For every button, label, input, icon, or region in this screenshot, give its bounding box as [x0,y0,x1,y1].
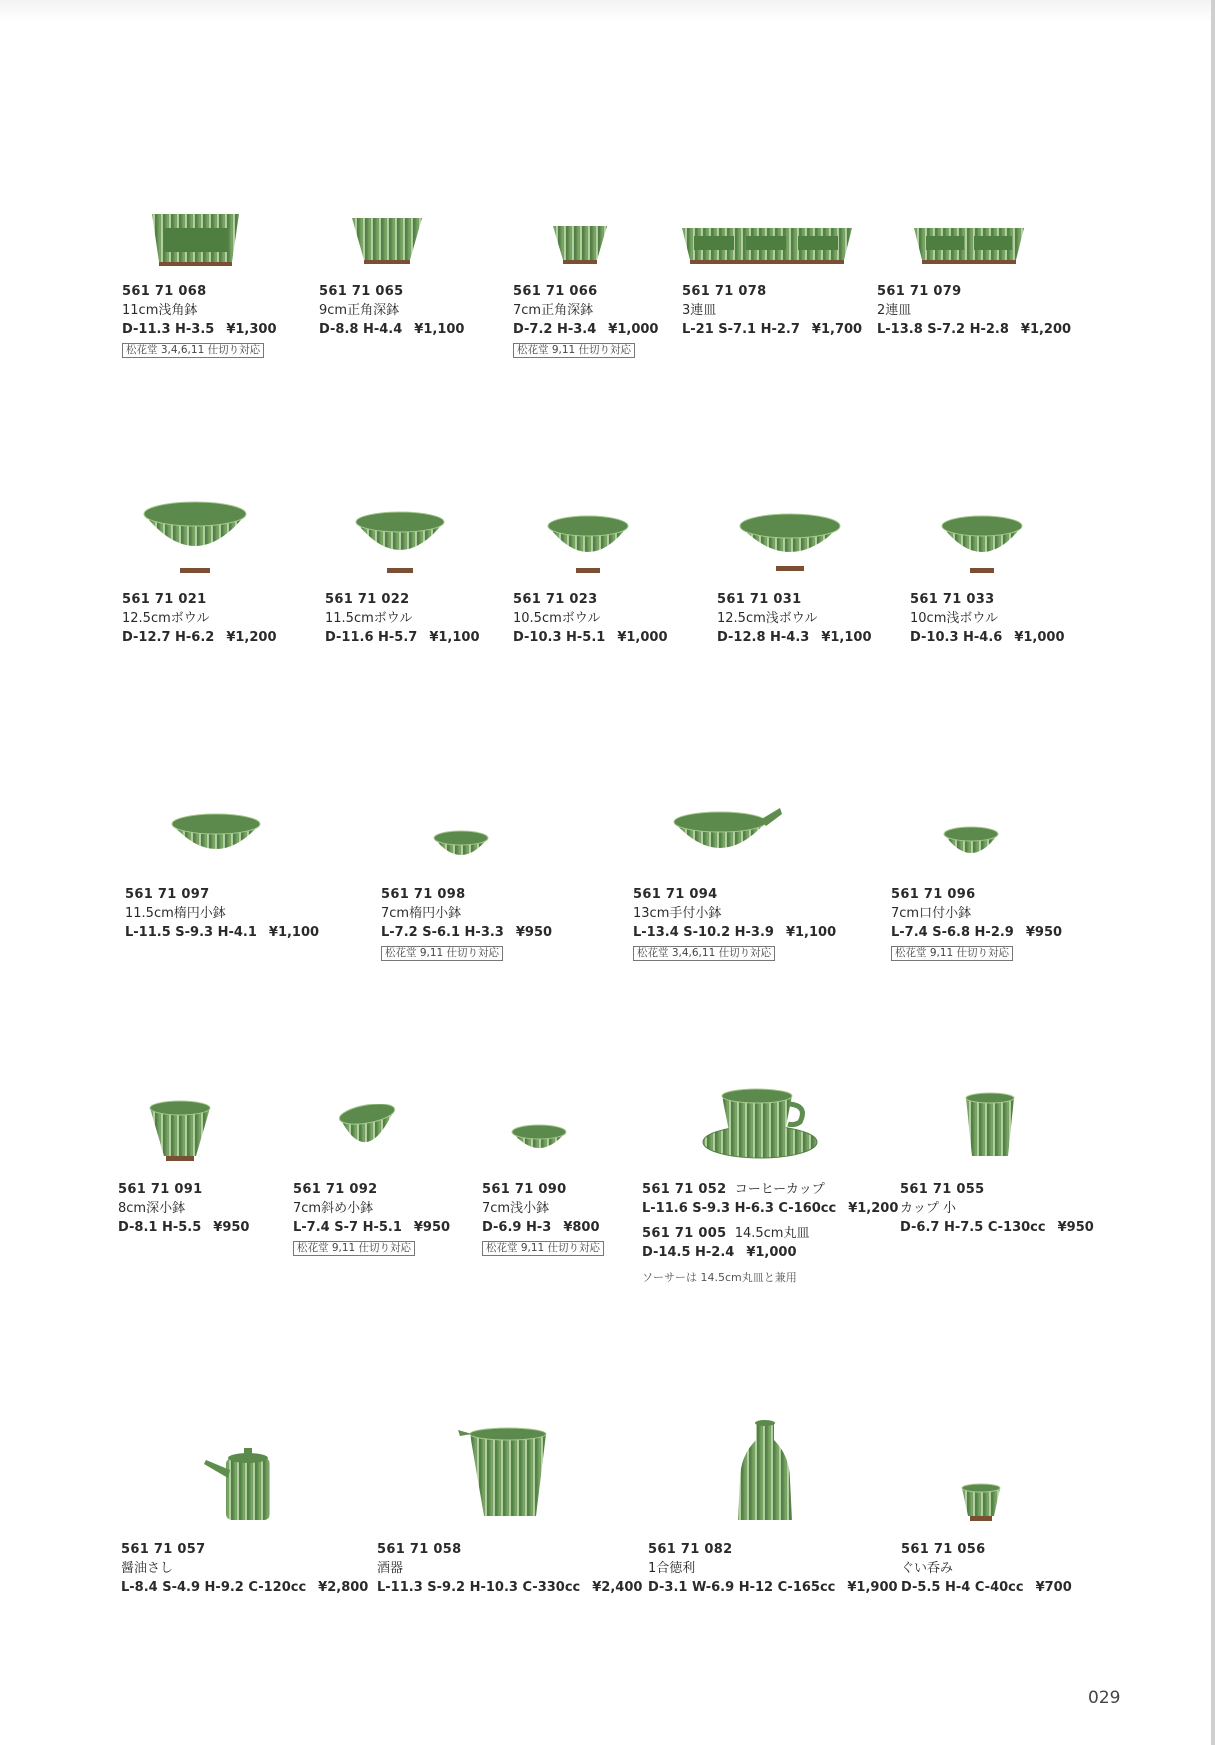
shallow-bowl-icon [738,512,842,576]
product-info [513,282,658,359]
product-spec: D-11.6 H-5.7 [325,630,418,645]
product-spec: D-10.3 H-5.1 [513,630,606,645]
tokkuri-icon [734,1420,796,1524]
product-code: 561 71 057 [121,1542,206,1557]
product-name: カップ 小 [900,1201,957,1216]
bowl-icon [142,500,248,576]
product-info [319,282,464,339]
product-spec: L-11.6 S-9.3 H-6.3 C-160cc [642,1201,837,1216]
product-spec: L-21 S-7.1 H-2.7 [682,322,800,337]
product-name: 2連皿 [877,303,912,318]
double-dish-icon [912,224,1026,268]
product-name: 酒器 [377,1561,404,1576]
partition-tag: 松花堂 9,11 仕切り対応 [513,343,635,358]
partition-tag: 松花堂 3,4,6,11 仕切り対応 [633,946,775,961]
product-price: ¥950 [1025,925,1063,940]
soy-pot-icon [200,1446,276,1524]
product-spec: D-5.5 H-4 C-40cc [901,1580,1024,1595]
product-info [122,282,277,359]
product-name: 7cm楕円小鉢 [381,906,462,921]
guinomi-icon [960,1482,1002,1524]
product-info [381,885,552,962]
product-code: 561 71 031 [717,592,802,607]
product-name: 9cm正角深鉢 [319,303,400,318]
product-code: 561 71 091 [118,1182,203,1197]
product-info [891,885,1062,962]
product-price: ¥1,100 [785,925,837,940]
product-price: ¥1,300 [226,322,277,337]
product-spec: D-6.9 H-3 [482,1220,552,1235]
oval-bowl-icon [170,812,262,870]
product-name: 12.5cmボウル [122,611,210,626]
product-spec: D-8.1 H-5.5 [118,1220,202,1235]
saucer-price: ¥1,000 [746,1245,797,1260]
product-name: 12.5cm浅ボウル [717,611,818,626]
product-info [877,282,1071,339]
triple-dish-icon [680,224,854,268]
product-price: ¥950 [213,1220,250,1235]
product-spec: D-10.3 H-4.6 [910,630,1003,645]
product-info [901,1540,1072,1597]
product-info [648,1540,898,1597]
product-spec: D-8.8 H-4.4 [319,322,403,337]
saucer-name: 14.5cm丸皿 [734,1226,810,1241]
product-code: 561 71 082 [648,1542,733,1557]
page-number: 029 [1088,1688,1121,1708]
top-scan-edge [0,0,1215,22]
product-price: ¥2,400 [592,1580,643,1595]
small-shallow-bowl-icon [510,1124,568,1162]
sake-pitcher-icon [456,1426,550,1524]
product-code: 561 71 033 [910,592,995,607]
product-spec: D-12.7 H-6.2 [122,630,215,645]
handled-bowl-icon [672,804,784,870]
tilted-bowl-icon [336,1104,398,1162]
product-spec: D-7.2 H-3.4 [513,322,597,337]
spouted-bowl-icon [942,826,1000,870]
product-info [325,590,480,647]
product-info [682,282,862,339]
product-spec: L-11.3 S-9.2 H-10.3 C-330cc [377,1580,581,1595]
product-code: 561 71 096 [891,887,976,902]
product-code: 561 71 098 [381,887,466,902]
product-spec: L-13.8 S-7.2 H-2.8 [877,322,1009,337]
product-code: 561 71 094 [633,887,718,902]
product-price: ¥950 [515,925,553,940]
product-spec: L-13.4 S-10.2 H-3.9 [633,925,774,940]
product-code: 561 71 058 [377,1542,462,1557]
product-code: 561 71 065 [319,284,404,299]
product-code: 561 71 023 [513,592,598,607]
bowl-icon [546,514,630,576]
product-name: 7cm正角深鉢 [513,303,594,318]
product-code: 561 71 090 [482,1182,567,1197]
product-spec: L-11.5 S-9.3 H-4.1 [125,925,257,940]
product-info [293,1180,450,1257]
product-info [377,1540,642,1597]
product-name: 醤油さし [121,1561,174,1576]
product-code: 561 71 092 [293,1182,378,1197]
product-name: 8cm深小鉢 [118,1201,186,1216]
coffee-cup-icon [700,1086,820,1162]
product-name: 10cm浅ボウル [910,611,998,626]
product-info [642,1180,898,1287]
partition-tag: 松花堂 9,11 仕切り対応 [381,946,503,961]
product-price: ¥1,000 [1014,630,1065,645]
product-info [121,1540,368,1597]
product-name: 11.5cm楕円小鉢 [125,906,226,921]
product-name: 11.5cmボウル [325,611,413,626]
product-name: 13cm手付小鉢 [633,906,722,921]
oval-bowl-small-icon [432,830,490,870]
product-price: ¥1,200 [1020,322,1072,337]
product-spec: D-3.1 W-6.9 H-12 C-165cc [648,1580,836,1595]
product-spec: L-8.4 S-4.9 H-9.2 C-120cc [121,1580,307,1595]
product-info [513,590,668,647]
product-info [900,1180,1094,1237]
product-price: ¥950 [1057,1220,1094,1235]
product-price: ¥1,100 [268,925,320,940]
product-spec: L-7.4 S-6.8 H-2.9 [891,925,1014,940]
shallow-bowl-icon [940,514,1024,576]
product-name: コーヒーカップ [734,1182,825,1197]
product-price: ¥1,200 [848,1201,899,1216]
product-price: ¥1,000 [617,630,668,645]
product-price: ¥950 [413,1220,451,1235]
partition-tag: 松花堂 9,11 仕切り対応 [482,1241,604,1256]
product-price: ¥800 [563,1220,600,1235]
partition-tag: 松花堂 3,4,6,11 仕切り対応 [122,343,264,358]
product-name: 7cm口付小鉢 [891,906,972,921]
product-info [118,1180,249,1237]
product-name: 7cm浅小鉢 [482,1201,550,1216]
product-info [717,590,872,647]
deep-bowl-icon [148,1100,212,1162]
product-info [482,1180,604,1257]
product-spec: L-7.2 S-6.1 H-3.3 [381,925,504,940]
product-price: ¥1,200 [226,630,277,645]
product-name: 1合徳利 [648,1561,696,1576]
product-info [910,590,1065,647]
product-code: 561 71 021 [122,592,207,607]
product-name: 3連皿 [682,303,717,318]
square-bowl-small-icon [551,222,609,268]
product-info [122,590,277,647]
product-name: ぐい呑み [901,1561,954,1576]
product-info [125,885,319,942]
product-price: ¥1,700 [811,322,863,337]
product-name: 11cm浅角鉢 [122,303,198,318]
bowl-icon [354,510,446,576]
square-bowl-icon [350,214,424,268]
product-spec: D-11.3 H-3.5 [122,322,215,337]
product-price: ¥1,000 [608,322,659,337]
product-code: 561 71 097 [125,887,210,902]
cup-icon [964,1092,1016,1162]
product-spec: L-7.4 S-7 H-5.1 [293,1220,402,1235]
product-spec: D-6.7 H-7.5 C-130cc [900,1220,1046,1235]
product-code: 561 71 068 [122,284,207,299]
product-code: 561 71 052 [642,1182,727,1197]
product-price: ¥700 [1035,1580,1072,1595]
product-code: 561 71 055 [900,1182,985,1197]
product-price: ¥1,100 [414,322,465,337]
right-scan-edge [1211,0,1215,1745]
product-code: 561 71 056 [901,1542,986,1557]
product-price: ¥1,900 [847,1580,898,1595]
product-info [633,885,836,962]
saucer-note: ソーサーは 14.5cm丸皿と兼用 [642,1271,797,1284]
rect-dish-icon [148,206,243,268]
product-name: 10.5cmボウル [513,611,601,626]
product-code: 561 71 078 [682,284,767,299]
product-price: ¥2,800 [318,1580,369,1595]
product-code: 561 71 022 [325,592,410,607]
partition-tag: 松花堂 9,11 仕切り対応 [293,1241,415,1256]
product-price: ¥1,100 [821,630,872,645]
partition-tag: 松花堂 9,11 仕切り対応 [891,946,1013,961]
saucer-spec: D-14.5 H-2.4 [642,1245,735,1260]
product-spec: D-12.8 H-4.3 [717,630,810,645]
saucer-code: 561 71 005 [642,1226,727,1241]
product-code: 561 71 079 [877,284,962,299]
product-price: ¥1,100 [429,630,480,645]
product-name: 7cm斜め小鉢 [293,1201,374,1216]
product-code: 561 71 066 [513,284,598,299]
